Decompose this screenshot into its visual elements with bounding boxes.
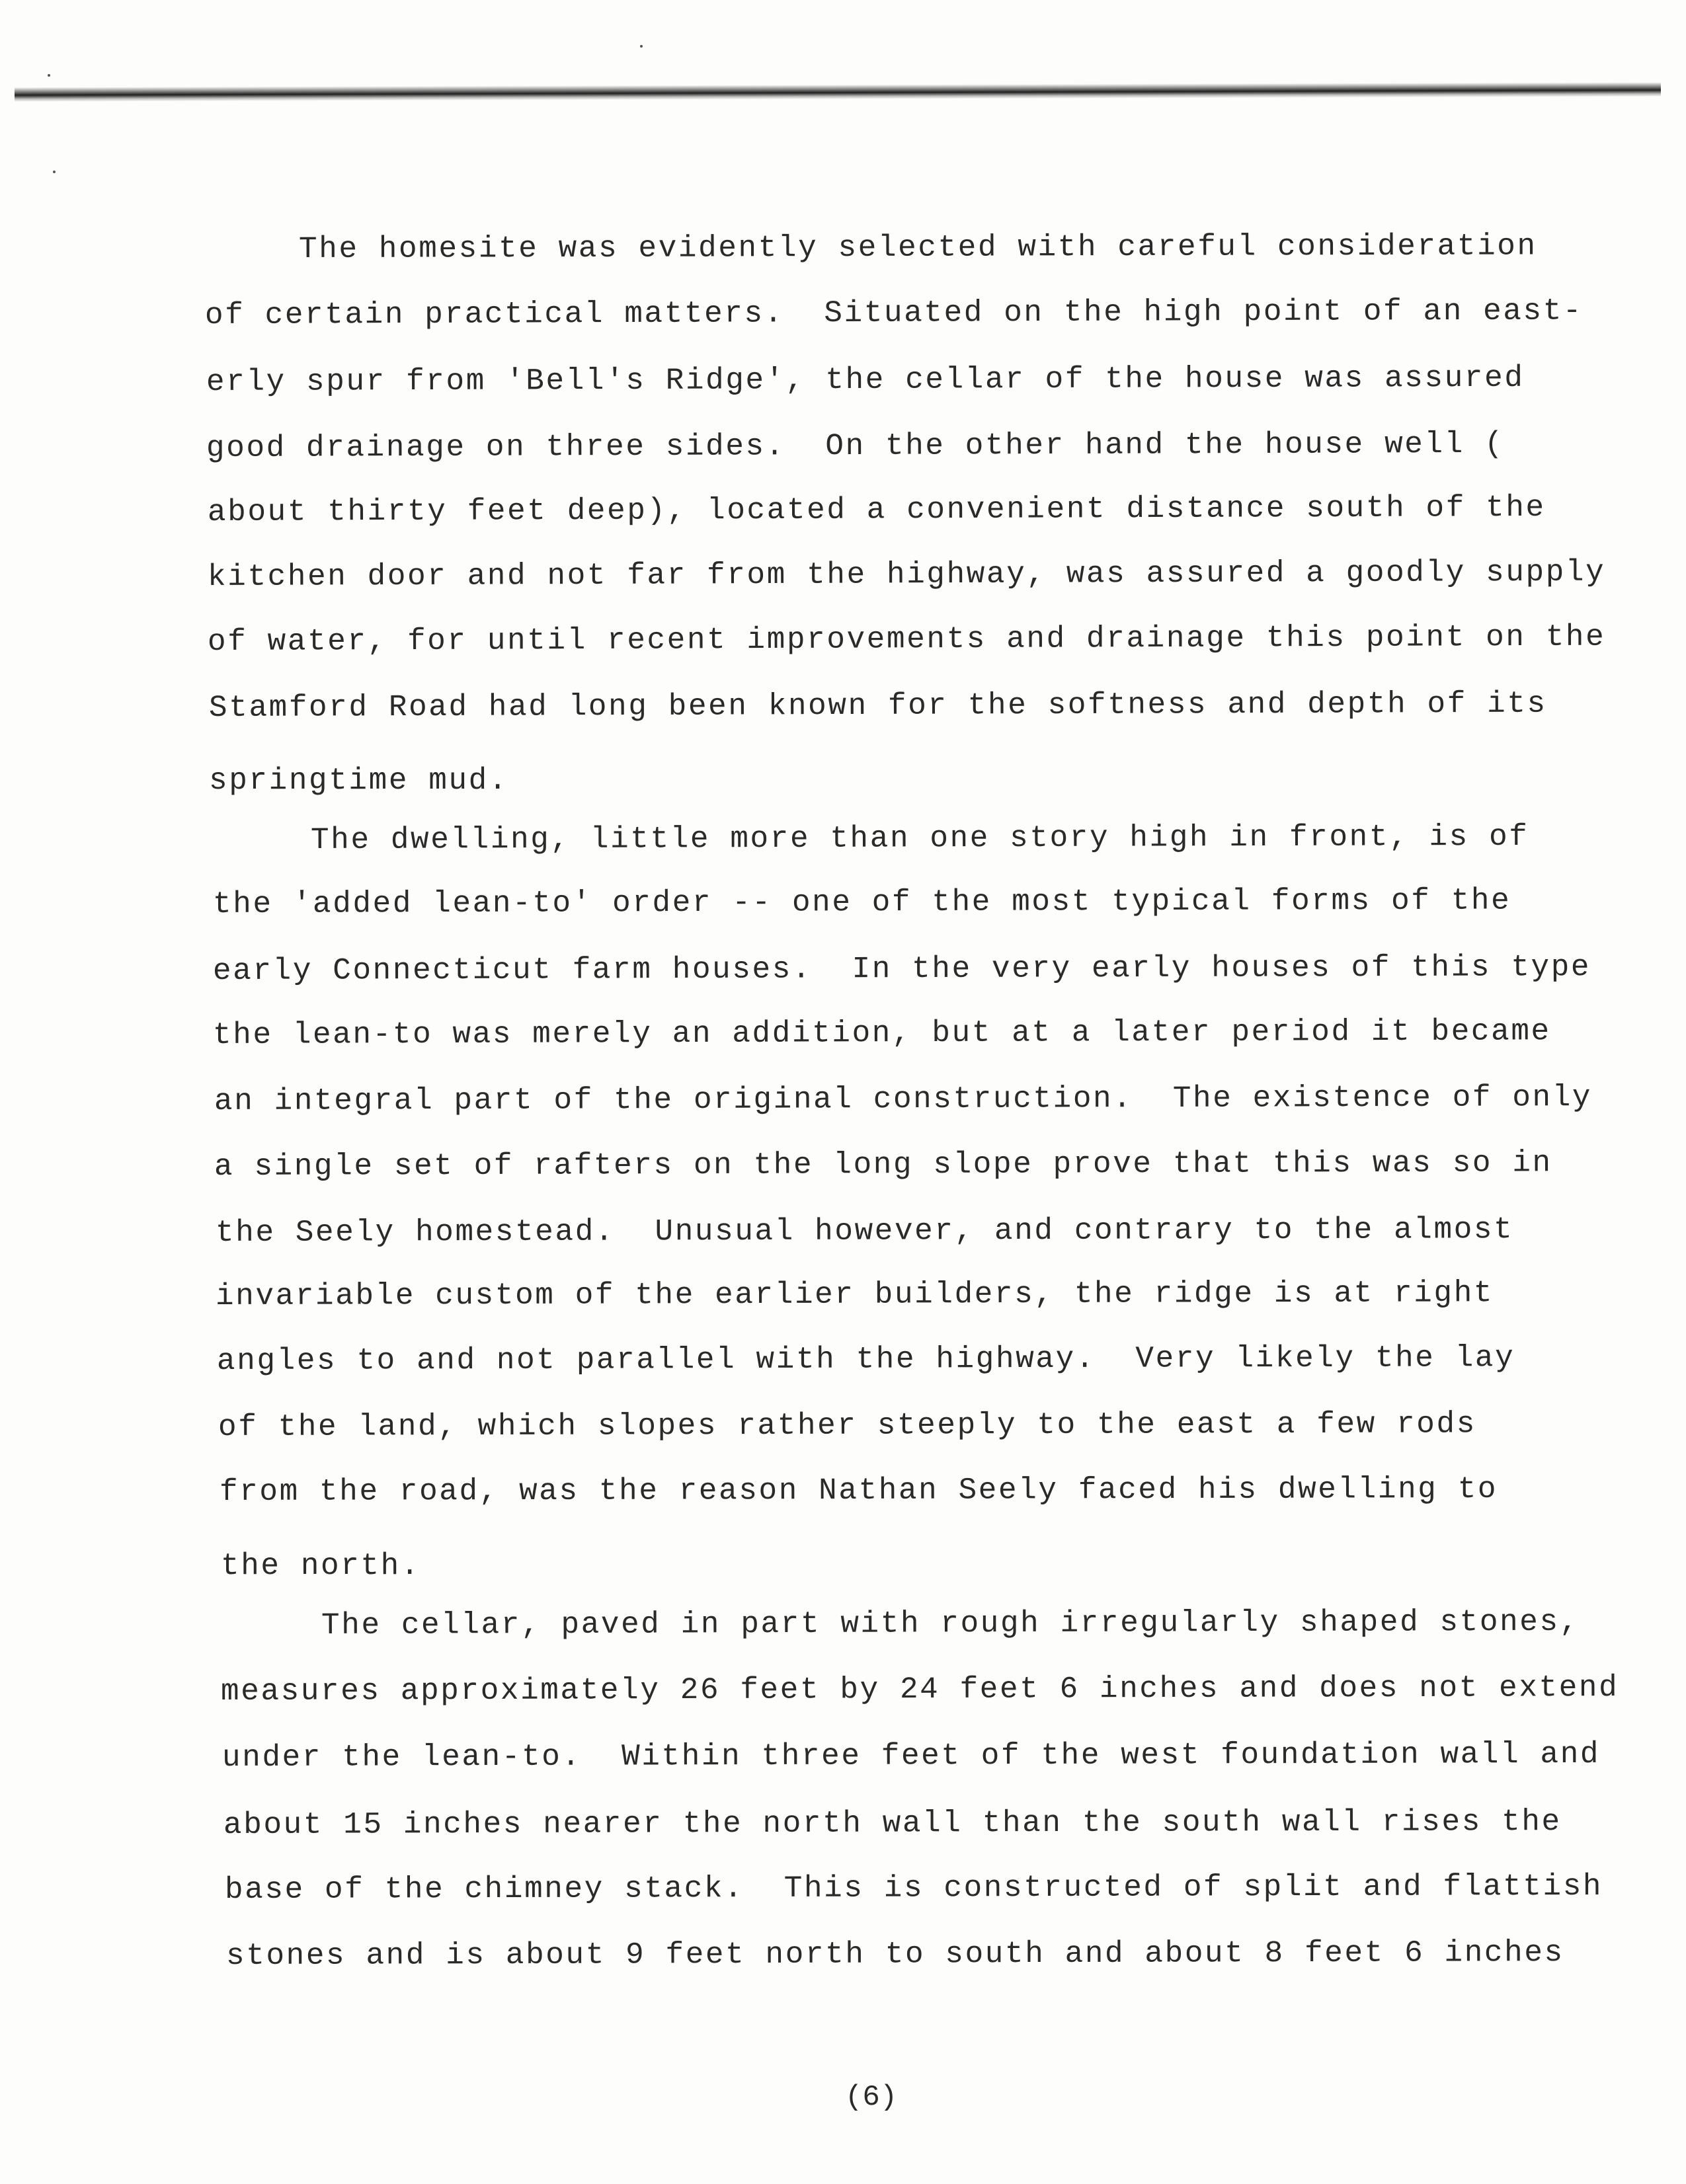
page-number: (6) xyxy=(845,2081,898,2114)
text-line: the 'added lean-to' order -- one of the most typical forms of the xyxy=(212,883,1511,921)
text-line: invariable custom of the earlier builders, the ridge is at right xyxy=(215,1276,1494,1313)
text-line: base of the chimney stack. This is constructed of split and flattish xyxy=(224,1869,1603,1907)
text-line: about thirty feet deep), located a convenient distance south of the xyxy=(207,490,1546,529)
text-line: about 15 inches nearer the north wall than the south wall rises the xyxy=(223,1805,1562,1842)
text-line: The cellar, paved in part with rough irregularly shaped stones, xyxy=(321,1604,1580,1643)
text-line: stones and is about 9 feet north to south and about 8 feet 6 inches xyxy=(225,1935,1564,1973)
scan-speck xyxy=(53,171,56,173)
text-line: from the road, was the reason Nathan Seely faced his dwelling to xyxy=(219,1471,1498,1509)
text-line: springtime mud. xyxy=(209,763,509,798)
text-line: Stamford Road had long been known for the softness and depth of its xyxy=(208,686,1547,725)
text-line: kitchen door and not far from the highway, was assured a goodly supply xyxy=(207,555,1606,594)
scan-speck xyxy=(48,74,50,77)
text-line: angles to and not parallel with the highway. Very likely the lay xyxy=(216,1341,1515,1378)
text-line: The homesite was evidently selected with careful consideration xyxy=(298,229,1537,266)
text-line: under the lean-to. Within three feet of the west foundation wall and xyxy=(221,1736,1601,1775)
text-line: a single set of rafters on the long slope prove that this was so in xyxy=(214,1146,1552,1184)
text-line: of water, for until recent improvements and drainage this point on the xyxy=(207,619,1606,659)
text-line: early Connecticut farm houses. In the very early houses of this type xyxy=(212,950,1591,988)
text-line: The dwelling, little more than one story high in front, is of xyxy=(310,819,1529,857)
text-line: the lean-to was merely an addition, but at a later period it became xyxy=(212,1014,1551,1052)
text-line: of certain practical matters. Situated on the high point of an east- xyxy=(204,293,1584,332)
scan-speck xyxy=(640,45,643,48)
text-line: an integral part of the original construction. The existence of only xyxy=(214,1080,1593,1118)
text-line: the Seely homestead. Unusual however, and contrary to the almost xyxy=(215,1212,1514,1250)
top-horizontal-rule xyxy=(15,82,1661,102)
text-line: measures approximately 26 feet by 24 feet 6 inches and does not extend xyxy=(220,1670,1619,1709)
text-line: of the land, which slopes rather steeply to the east a few rods xyxy=(218,1407,1476,1444)
text-line: good drainage on three sides. On the other hand the house well ( xyxy=(206,426,1505,465)
text-line: the north. xyxy=(221,1549,421,1583)
text-line: erly spur from 'Bell's Ridge', the cellar of the house was assured xyxy=(206,360,1525,399)
